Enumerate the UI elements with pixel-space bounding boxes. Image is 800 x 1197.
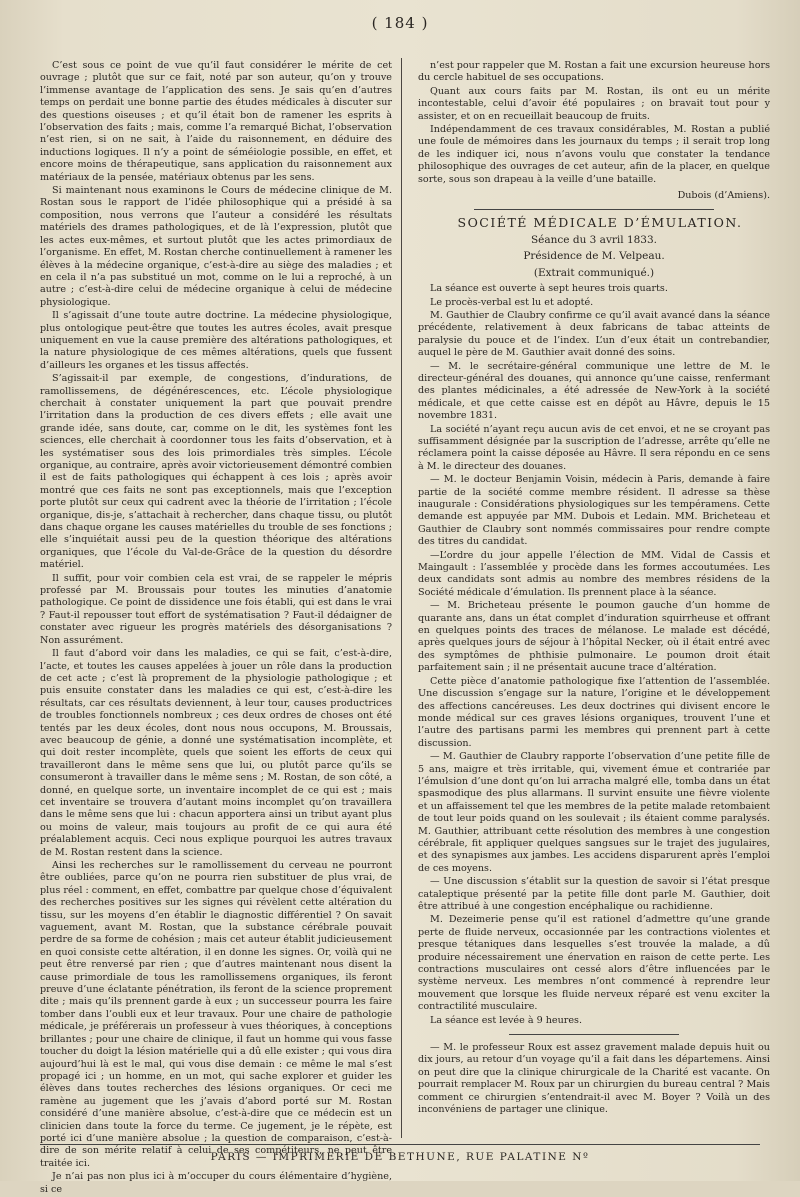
paragraph: Ainsi les recherches sur le ramollissement du cerveau ne pourront être oubliées, parce qu’on ne pourra rien substituer de plus vrai, de plus réel : comment, en effet, combattre par quelque chose d’équivalent des recherches positives sur les signes qui révèlent cette altération du tissu, sur les moyens d’en établir le diagnostic différentiel ? On savait vaguement, avant M. Rostan, que la substance cérébrale pouvait perdre de sa forme de cohésion ; mais cet auteur établit judicieusement en quoi consiste cette altération, il en donne les signes. Or, voilà qui ne peut être renversé par rien ; que d’autres maintenant nous disent la cause primordiale de tous les ramollissemens organiques, ils feront preuve d’une éclatante pénétration, ils feront de la science proprement dite ; mais qu’ils prennent garde à eux ; un successeur pourra les faire tomber dans l’oubli eux et leur travaux. Pour une chaire de pathologie médicale, je préférerais un professeur à vues théoriques, à conceptions brillantes ; pour une chaire de clinique, il faut un homme qui vous fasse toucher du doigt la lésion matérielle qui a dû elle exister ; qui vous dira aujourd’hui là est le mal, qui vous dise demain : ce même le mal s’est propagé ici ; un homme, en un mot, qui sache explorer et guider les élèves dans toutes recherches des lésions organiques. Or ceci me ramène au jugement que les j’avais d’abord porté sur M. Rostan considéré d’une manière absolue, c’est-à-dire que ce médecin est un clinicien dans toute la force du terme. Ce jugement, je le répète, est porté ici d’une manière absolue ; la question de comparaison, c’est-à-dire de son mérite relatif à celui de ses compétiteurs, ne peut être traitée ici. — [40, 860, 392, 1169]
paragraph: — M. Bricheteau présente le poumon gauche d’un homme de quarante ans, dans un état complet d’induration squirrheuse et offrant en quelques points des traces de mélanose. Le malade est décédé, après quelques jours de séjour à l’hôpital Necker, où il était entré avec des symptômes de phthisie pulmonaire. Le poumon droit était parfaitement sain ; il ne présentait aucune trace d’altération. — [418, 600, 770, 674]
left-column — [40, 60, 392, 1197]
paragraph: n’est pour rappeler que M. Rostan a fait une excursion heureuse hors du cercle habituel de ses occupations. — [418, 60, 770, 84]
paragraph: Je n’ai pas non plus ici à m’occuper du cours élémentaire d’hygiène, si ce — [40, 1171, 392, 1195]
section-rule — [509, 1034, 679, 1035]
session-note: (Extrait communiqué.) — [533, 266, 655, 279]
paragraph: Indépendamment de ces travaux considérables, M. Rostan a publié une foule de mémoires dans les journaux du temps ; il serait trop long de les indiquer ici, nous n’avons voulu que constater la tendance philosophique des ouvrages de cet auteur, afin de la placer, en quelque sorte, sous son drapeau à la veille d’une bataille. — [418, 124, 770, 185]
paragraph: Il suffit, pour voir combien cela est vrai, de se rappeler le mépris professé par M. Broussais pour toutes les minuties d’anatomie pathologique. Ce point de dissidence une fois établi, qui est dans le vrai ? Faut-il repousser tout effort de systématisation ? Faut-il dédaigner de constater avec rigueur les progrès matériels des désorganisations ? Non assurément. — [40, 572, 392, 646]
paragraph: — M. le secrétaire-général communique une lettre de M. le directeur-général des douanes, qui annonce qu’une caisse, renfermant des plantes médicinales, a été adressée de New-York à la société médicale, et que cette caisse est en dépôt au Hâvre, depuis le 15 novembre 1831. — [418, 360, 770, 422]
column-divider — [401, 58, 402, 1138]
page-number: ( 184 ) — [371, 14, 429, 32]
author-signature: Dubois (d’Amiens). — [677, 190, 770, 202]
society-title: SOCIÉTÉ MÉDICALE D’ÉMULATION. — [457, 215, 743, 231]
paragraph: M. Gauthier de Claubry confirme ce qu’il avait avancé dans la séance précédente, relativement à deux fabricans de tabac atteints de paralysie du pouce et de l’index. L’un d’eux était un contrebandier, auquel le père de M. Gauthier avait donné des soins. — [418, 309, 770, 359]
paragraph: — Une discussion s’établit sur la question de savoir si l’état presque cataleptique présenté par la petite fille dont parle M. Gauthier, doit être attribué à une congestion encéphalique ou rachidienne. — [418, 876, 770, 912]
paragraph: C’est sous ce point de vue qu’il faut considérer le mérite de cet ouvrage ; plutôt que sur ce fait, noté par son auteur, qu’on y trouve l’immense avantage de l’application des sens. Je sais qu’en d’autres temps on perdait une bonne partie des études médicales à discuter sur des questions oiseuses ; et qu’il était bon de ramener les esprits à l’observation des faits ; mais, comme l’a remarqué Bichat, l’observation n’est rien, si on ne sait, à l’aide du raisonnement, en déduire des inductions logiques. Il n’y a point de séméiologie possible, en effet, et encore moins de thérapeutique, sans application du raisonnement aux matériaux de la pensée, matériaux obtenus par les sens. — [40, 60, 392, 183]
session-date: Séance du 3 avril 1833. — [530, 233, 658, 246]
paragraph: Si maintenant nous examinons le Cours de médecine clinique de M. Rostan sous le rapport de l’idée philosophique qui a présidé à sa composition, nous verrons que l’auteur a considéré les résultats matériels des drames pathologiques, et de là l’expression, plutôt que les actes eux-mêmes, et surtout plutôt que les actes primordiaux de l’organisme. En effet, M. Rostan cherche continuellement à ramener les élèves à la médecine organique, c’est-à-dire au siège des maladies ; et en cela il n’a pas substitué un mot, comme on le lui a reproché, à un autre ; c’est-à-dire celui de médecine organique à celui de médecine physiologique. — [40, 185, 392, 308]
paragraph: Quant aux cours faits par M. Rostan, ils ont eu un mérite incontestable, celui d’avoir été populaires ; on bravait tout pour y assister, et on en recueillait beaucoup de fruits. — [418, 85, 770, 122]
session-presidency: Présidence de M. Velpeau. — [523, 250, 665, 263]
paragraph: Cette pièce d’anatomie pathologique fixe l’attention de l’assemblée. Une discussion s’engage sur la nature, l’origine et le développement des affections cancéreuses. Les deux doctrines qui divisent encore le monde médical sur ces graves lésions organiques, trouvent l’une et l’autre des partisans parmi les membres qui prennent part à cette discussion. — [418, 675, 770, 749]
paragraph: La séance est levée à 9 heures. — [430, 1014, 583, 1026]
paragraph: —L’ordre du jour appelle l’élection de MM. Vidal de Cassis et Maingault : l’assemblée y procède dans les formes accoutumées. Les deux candidats sont admis au nombre des membres résidens de la Société médicale d’émulation. Ils prennent place à la séance. — [418, 549, 770, 598]
footer-rule — [40, 1144, 760, 1145]
paragraph: Il faut d’abord voir dans les maladies, ce qui se fait, c’est-à-dire, l’acte, et toutes les causes appelées à jouer un rôle dans la production de cet acte ; c’est là proprement de la physiologie pathologique ; et puis ensuite constater dans les maladies ce qui est, c’est-à-dire les résultats, car ces résultats deviennent, à leur tour, causes productrices de troubles fonctionnels nombreux ; ces deux ordres de choses ont été tentés par les deux écoles, dont nous nous occupons, M. Broussais, avec beaucoup de génie, a donné une systématisation incomplète, et qui doit rester incomplète, quels que soient les efforts de ceux qui travailleront dans le même sens que lui, ou plutôt parce qu’ils se consumeront à travailler dans le même sens ; M. Rostan, de son côté, a donné, en quelque sorte, un inventaire incomplet de ce qui est ; mais cet inventaire se trouvera d’autant moins incomplet qu’on travaillera dans le même sens que lui : chacun apportera ainsi un tribut ayant plus ou moins de valeur, mais toujours au profit de ce qui aura été préalablement acquis. Ceci nous explique pourquoi les autres travaux de M. Rostan restent dans la science. — [40, 648, 392, 858]
paragraph: Il s’agissait d’une toute autre doctrine. La médecine physiologique, plus ontologique peut-être que toutes les autres écoles, avait presque uniquement en vue la cause première des altérations pathologiques, et la nature physiologique de ces mêmes altérations, quels que fussent d’ailleurs les organes et les tissus affectés. — [40, 310, 392, 371]
paragraph: — M. le docteur Benjamin Voisin, médecin à Paris, demande à faire partie de la société comme membre résident. Il adresse sa thèse inaugurale : Considérations physiologiques sur les tempéramens. Cette demande est appuyée par MM. Dubois et Ledain. MM. Bricheteau et Gauthier de Claubry sont nommés commissaires pour rendre compte des titres du candidat. — [418, 474, 770, 548]
paragraph: Le procès-verbal est lu et adopté. — [430, 296, 594, 308]
paragraph: La séance est ouverte à sept heures trois quarts. — [430, 283, 668, 295]
paragraph: — M. Gauthier de Claubry rapporte l’observation d’une petite fille de 5 ans, maigre et très irritable, qui, vivement émue et contrariée par l’émulsion d’une dont qu’on lui arracha malgré elle, tomba dans un état spasmodique des plus allarmans. Il survint ensuite une fièvre violente et un affaissement tel que les membres de la petite malade retombaient de tout leur poids quand on les soulevait ; ils étaient comme paralysés. M. Gauthier, attribuant cette résolution des membres à une congestion cérébrale, fit appliquer quelques sangsues sur le trajet des jugulaires, et des synapismes aux jambes. Les accidens disparurent après l’emploi de ces moyens. — [418, 751, 770, 874]
paragraph: S’agissait-il par exemple, de congestions, d’indurations, de ramollissemens, de dégénérescences, etc. L’école physiologique cherchait à constater uniquement la part que pouvait prendre l’irritation dans la production de ces divers effets ; elle avait une grande idée, sans doute, car, comme on le dit, les systèmes font les sciences, elle cherchait à coordonner tous les faits d’observation, et à les systématiser sous des lois primordiales très simples. L’école organique, au contraire, après avoir victorieusement démontré combien il est de faits pathologiques qui échappent à ces lois ; après avoir montré que ces faits ne sont pas exceptionnels, mais que l’exception porte plutôt sur ceux qui cadrent avec la théorie de l’irritation ; l’école organique, dis-je, s’attachait à rechercher, dans chaque tissu, ou plutôt dans chaque organe les causes matérielles du trouble de ses fonctions ; elle s’inquiétait aussi peu de la question théorique des altérations organiques, que l’école du Val-de-Grâce de la question du désordre matériel. — [40, 373, 392, 571]
section-rule — [474, 209, 714, 210]
paragraph: — M. le professeur Roux est assez gravement malade depuis huit ou dix jours, au retour d’un voyage qu’il a fait dans les départemens. Ainsi on peut dire que la clinique chirurgicale de la Charité est vacante. On pourrait remplacer M. Roux par un chirurgien du bureau central ? Mais comment ce chirurgien s’entendrait-il avec M. Boyer ? Voilà un des inconvéniens de partager une clinique. — [418, 1042, 770, 1116]
printer-footer: PARIS — IMPRIMERIE DE BETHUNE, RUE PALATINE Nº — [210, 1151, 590, 1163]
right-column — [418, 60, 770, 1118]
paragraph: La société n’ayant reçu aucun avis de cet envoi, et ne se croyant pas suffisamment désignée par la suscription de l’adresse, arrête qu’elle ne réclamera point la caisse déposée au Hâvre. Il sera répondu en ce sens à M. le directeur des douanes. — [418, 423, 770, 472]
paragraph: M. Dezeimerie pense qu’il est rationel d’admettre qu’une grande perte de fluide nerveux, occasionnée par les contractions violentes et presque tétaniques dans lesquelles s’est trouvée la malade, a dû produire nécessairement une énervation en raison de cette perte. Les contractions musculaires ont cessé alors d’être influencées par le système nerveux. Les membres n’ont commencé à reprendre leur mouvement que lorsque les fluide nerveux réparé est venu exciter la contractilité musculaire. — [418, 914, 770, 1013]
